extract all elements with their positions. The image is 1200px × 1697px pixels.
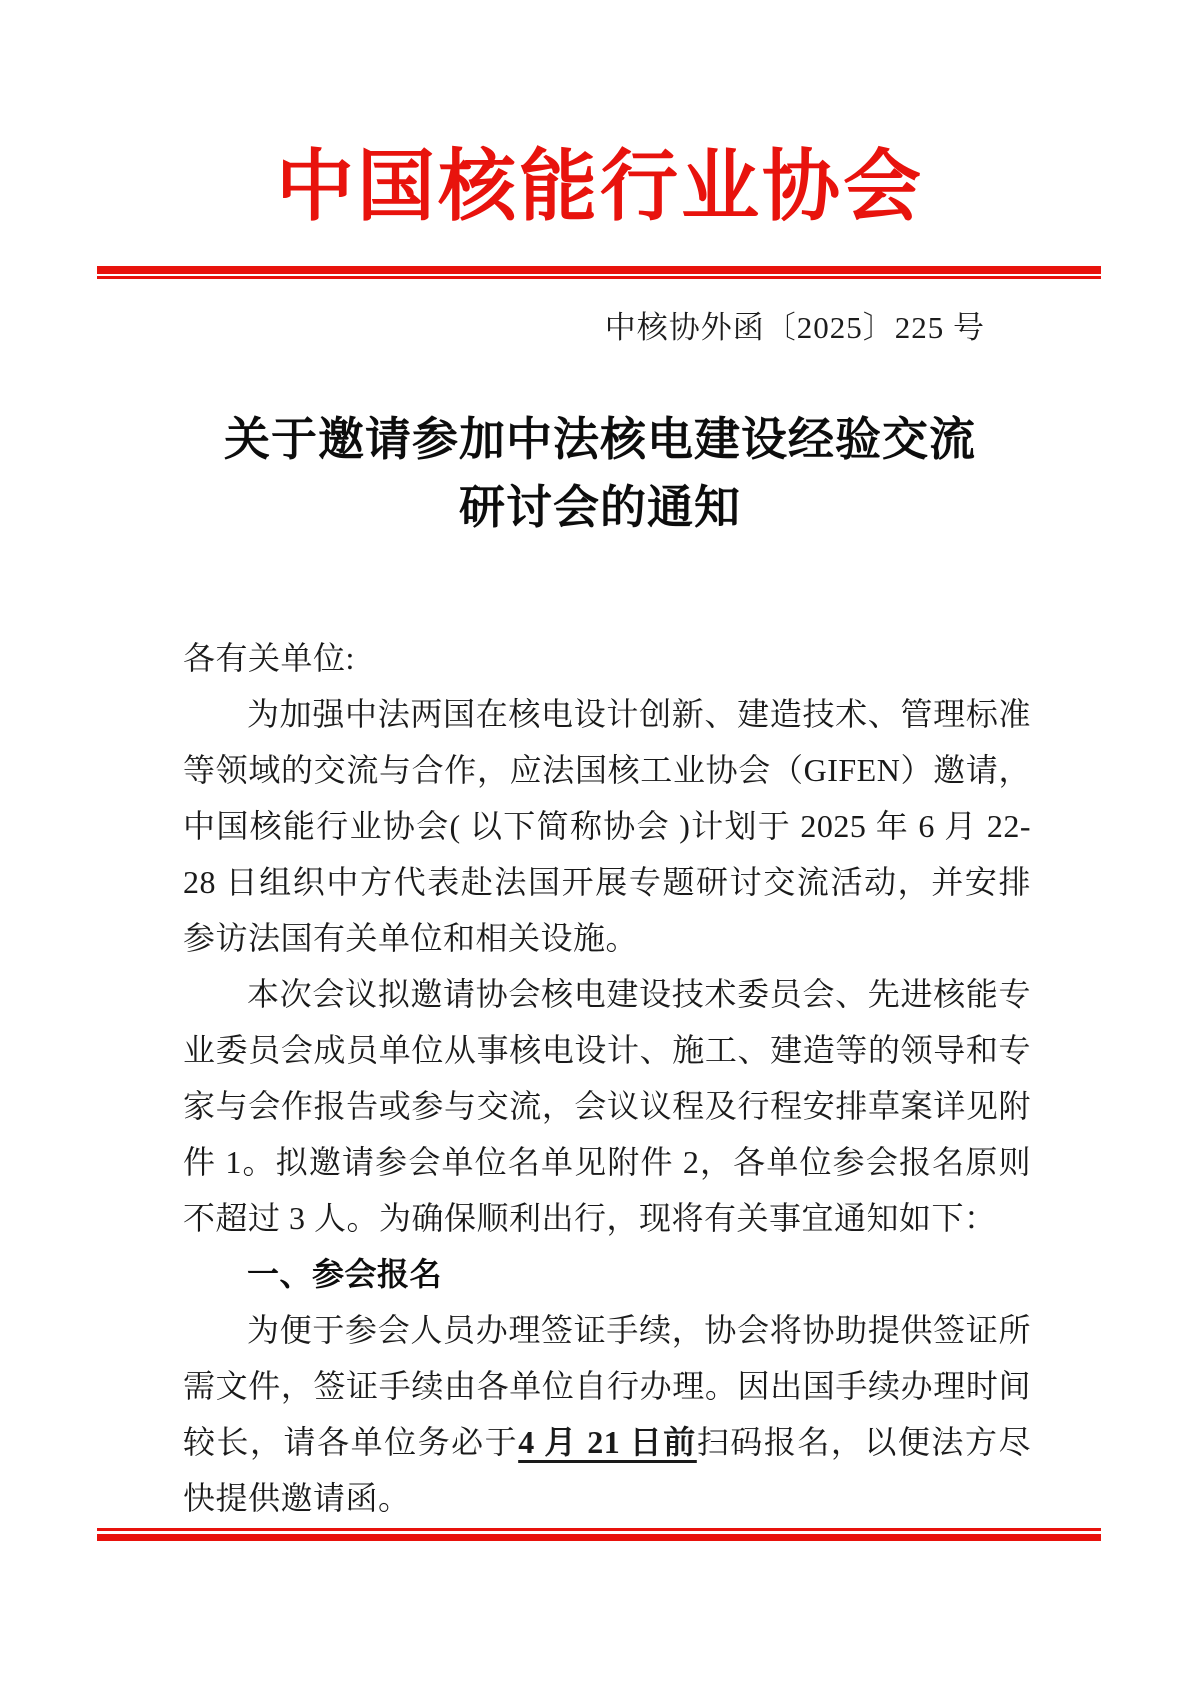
red-double-rule-bottom (97, 1528, 1101, 1541)
doc-body (183, 630, 1031, 1526)
doc-reference-number: 中核协外函〔2025〕225 号 (604, 310, 985, 345)
section-heading-registration: 一、参会报名 (247, 1256, 443, 1292)
salutation: 各有关单位: (183, 640, 355, 676)
org-masthead-title: 中国核能行业协会 (275, 143, 924, 230)
registration-deadline-emphasis: 4 月 21 日前 (518, 1424, 697, 1460)
doc-title-line1: 关于邀请参加中法核电建设经验交流 (224, 414, 976, 465)
registration-text-after: 扫码报名，以便法方尽快提供邀请函。 (183, 1424, 1031, 1516)
registration-text-before: 为便于参会人员办理签证手续，协会将协助提供签证所需文件，签证手续由各单位自行办理。因出国手续办理时间较长，请各单位务必于 (183, 1312, 1031, 1460)
paragraph-visa-registration (183, 1302, 1031, 1526)
red-double-rule-top (97, 266, 1101, 279)
doc-title-line2: 研讨会的通知 (459, 482, 741, 533)
paragraph-background: 为加强中法两国在核电设计创新、建造技术、管理标准等领域的交流与合作，应法国核工业协会（GIFEN）邀请，中国核能行业协会( 以下简称协会 )计划于 2025 年 6 月 22-28 日组织中方代表赴法国开展专题研讨交流活动，并安排参访法国有关单位和相关设施。 (183, 696, 1031, 956)
paragraph-invitation-scope: 本次会议拟邀请协会核电建设技术委员会、先进核能专业委员会成员单位从事核电设计、施工、建造等的领导和专家与会作报告或参与交流，会议议程及行程安排草案详见附件 1。拟邀请参会单位名单见附件 2，各单位参会报名原则不超过 3 人。为确保顺利出行，现将有关事宜通知如下： (183, 976, 1031, 1236)
doc-title (0, 406, 1200, 542)
